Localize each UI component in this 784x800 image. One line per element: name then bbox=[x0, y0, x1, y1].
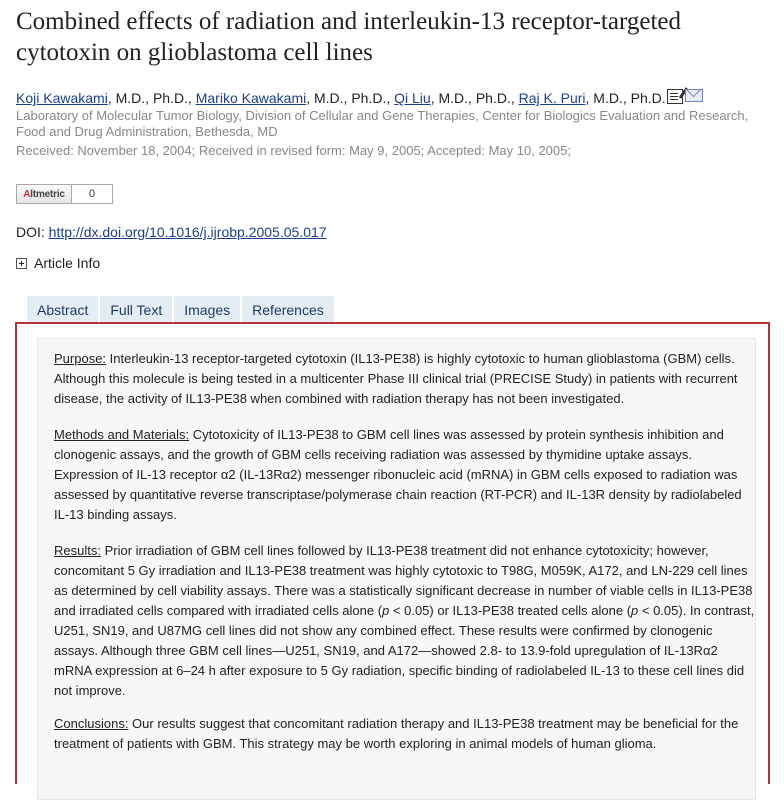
abstract-box bbox=[37, 338, 756, 800]
author-degree: , M.D., Ph.D., bbox=[107, 90, 196, 106]
article-info-label: Article Info bbox=[34, 255, 101, 271]
tab-abstract[interactable]: Abstract bbox=[27, 296, 98, 324]
section-heading: Results: bbox=[54, 543, 101, 558]
p-value-symbol: p bbox=[631, 603, 639, 618]
abstract-methods bbox=[54, 425, 757, 525]
section-heading: Methods and Materials: bbox=[54, 427, 190, 442]
author-link[interactable]: Qi Liu bbox=[394, 90, 431, 106]
tab-references[interactable]: References bbox=[242, 296, 334, 324]
email-icon[interactable] bbox=[685, 89, 703, 102]
author-affiliation: Laboratory of Molecular Tumor Biology, Division of Cellular and Gene Therapies, Center for Biologics Evaluation and Research, Food and Drug Administration, Bethesda, MD bbox=[16, 108, 749, 139]
altmetric-count: 0 bbox=[71, 184, 113, 204]
article-title: Combined effects of radiation and interleukin-13 receptor-targeted cytotoxin on glioblastoma cell lines bbox=[16, 8, 681, 66]
article-dates: Received: November 18, 2004; Received in revised form: May 9, 2005; Accepted: May 10, 2005; bbox=[16, 143, 571, 158]
doi-line bbox=[16, 223, 327, 241]
author-link[interactable]: Koji Kawakami bbox=[16, 90, 108, 106]
abstract-results bbox=[54, 541, 757, 701]
author-degree: , M.D., Ph.D. bbox=[585, 90, 666, 106]
p-value-symbol: p bbox=[382, 603, 390, 618]
section-heading: Purpose: bbox=[54, 351, 107, 366]
section-text: < 0.05) or IL13-PE38 treated cells alone ( bbox=[389, 603, 632, 618]
tab-images[interactable]: Images bbox=[174, 296, 240, 324]
author-link[interactable]: Mariko Kawakami bbox=[195, 90, 307, 106]
edit-note-icon[interactable] bbox=[667, 89, 683, 104]
article-info-toggle[interactable] bbox=[16, 254, 100, 272]
author-link[interactable]: Raj K. Puri bbox=[518, 90, 586, 106]
section-text: Our results suggest that concomitant radiation therapy and IL13-PE38 treatment may be beneficial for the treatment of patients with GBM. This strategy may be worth exploring in animal models of human glioma. bbox=[54, 716, 739, 751]
doi-label: DOI: bbox=[16, 224, 49, 240]
section-text: Cytotoxicity of IL13-PE38 to GBM cell lines was assessed by protein synthesis inhibition and clonogenic assays, and the growth of GBM cells receiving radiation was assessed by thymidine uptake assays. Expression of IL-13 receptor α2 (IL-13Rα2) messenger ribonucleic acid (mRNA) in GBM cells exposed to radiation was assessed by quantitative reverse transcriptase/polymerase chain reaction (RT-PCR) and IL-13R density by radiolabeled IL-13 binding assays. bbox=[54, 427, 742, 522]
author-degree: , M.D., Ph.D., bbox=[306, 90, 395, 106]
abstract-panel bbox=[15, 322, 770, 784]
section-heading: Conclusions: bbox=[54, 716, 129, 731]
abstract-conclusions bbox=[54, 714, 757, 754]
section-text: Interleukin-13 receptor-targeted cytotoxin (IL13-PE38) is highly cytotoxic to human glioblastoma (GBM) cells. Although this molecule is being tested in a multicenter Phase III clinical trial (PRECISE Study) in patients with recurrent disease, the activity of IL13-PE38 when combined with radiation therapy has not been investigated. bbox=[54, 351, 738, 406]
section-text: Prior irradiation of GBM cell lines followed by IL13-PE38 treatment did not enhance cytotoxicity; however, concomitant 5 Gy irradiation and IL13-PE38 treatment was highly cytotoxic to T98G, M059K, A172, and LN-229 cell lines as determined by cell viability assays. There was a statistically significant decrease in number of viable cells in IL13-PE38 and irradiated cells compared with irradiated cells alone ( bbox=[54, 543, 753, 618]
altmetric-logo: A ltmetric bbox=[16, 184, 71, 204]
article-tabs bbox=[27, 296, 334, 324]
plus-box-icon[interactable] bbox=[16, 258, 27, 269]
tab-full-text[interactable]: Full Text bbox=[100, 296, 172, 324]
author-degree: , M.D., Ph.D., bbox=[430, 90, 519, 106]
altmetric-badge[interactable] bbox=[16, 184, 113, 204]
doi-link[interactable]: http://dx.doi.org/10.1016/j.ijrobp.2005.05.017 bbox=[48, 224, 327, 240]
section-text: < 0.05). In contrast, U251, SN19, and U87MG cell lines did not show any combined effect. These results were confirmed by clonogenic assays. Although three GBM cell lines—U251, SN19, and A172—showed 2.8- to 13.9-fold upregulation of IL-13Rα2 mRNA expression at 6–24 h after exposure to 5 Gy radiation, specific binding of radiolabeled IL-13 to these cell lines did not improve. bbox=[54, 603, 755, 698]
abstract-purpose bbox=[54, 349, 757, 409]
author-list bbox=[16, 88, 776, 108]
